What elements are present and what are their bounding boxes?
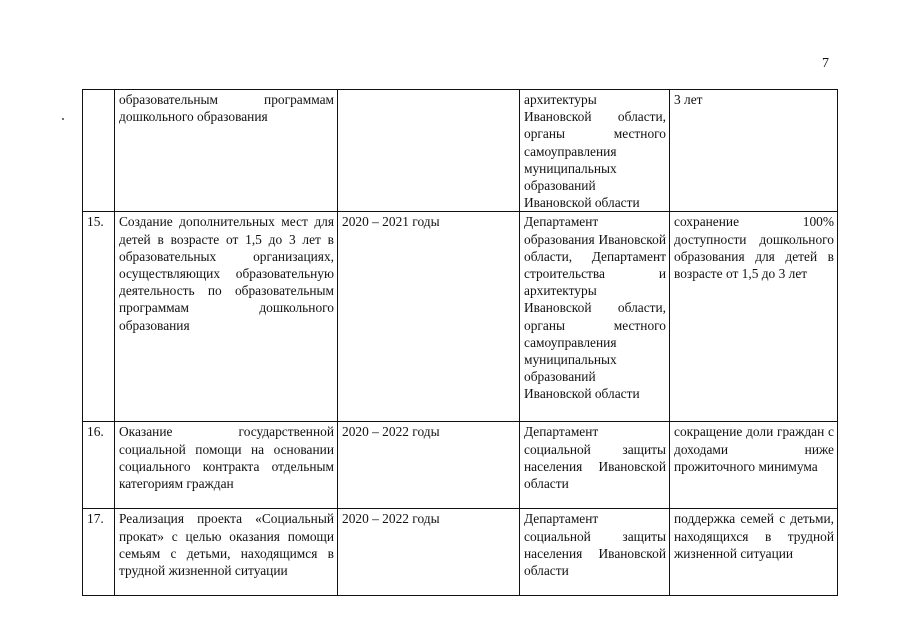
period-cell: 2020 – 2021 годы [338,212,520,422]
result-cell: поддержка семей с детьми, находящихся в трудной жизненной ситуации [670,509,838,596]
period-cell: 2020 – 2022 годы [338,509,520,596]
executor-cell: Департамент социальной защиты населения Ивановской области [520,509,670,596]
measure-cell: Оказание государственной социальной помощи на основании социального контракта отдельным категориям граждан [115,422,338,509]
table-row [83,212,838,422]
period-cell: 2020 – 2022 годы [338,422,520,509]
table-row [83,509,838,596]
executor-cell: Департамент социальной защиты населения Ивановской области [520,422,670,509]
table-row [83,422,838,509]
period-cell [338,90,520,212]
measure-cell: Реализация проекта «Социальный прокат» с целью оказания помощи семьям с детьми, находящимся в трудной жизненной ситуации [115,509,338,596]
page-number: 7 [822,56,829,71]
executor-cell: Департамент образования Ивановской области, Департамент строительства и архитектуры Ивановской области, органы местного самоуправления муниципальных образований Ивановской области [520,212,670,422]
row-number: 16. [83,422,115,509]
row-number: 15. [83,212,115,422]
row-number: 17. [83,509,115,596]
measures-table [82,89,838,596]
result-cell: 3 лет [670,90,838,212]
executor-cell: архитектуры Ивановской области, органы местного самоуправления муниципальных образований Ивановской области [520,90,670,212]
measure-cell: образовательным программам дошкольного образования [115,90,338,212]
result-cell: сохранение 100% доступности дошкольного образования для детей в возрасте от 1,5 до 3 лет [670,212,838,422]
table-row [83,90,838,212]
result-cell: сокращение доли граждан с доходами ниже прожиточного минимума [670,422,838,509]
scan-speck [62,118,64,120]
measure-cell: Создание дополнительных мест для детей в возрасте от 1,5 до 3 лет в образовательных организациях, осуществляющих образовательную деятельность по образовательным программам дошкольного образования [115,212,338,422]
row-number [83,90,115,212]
